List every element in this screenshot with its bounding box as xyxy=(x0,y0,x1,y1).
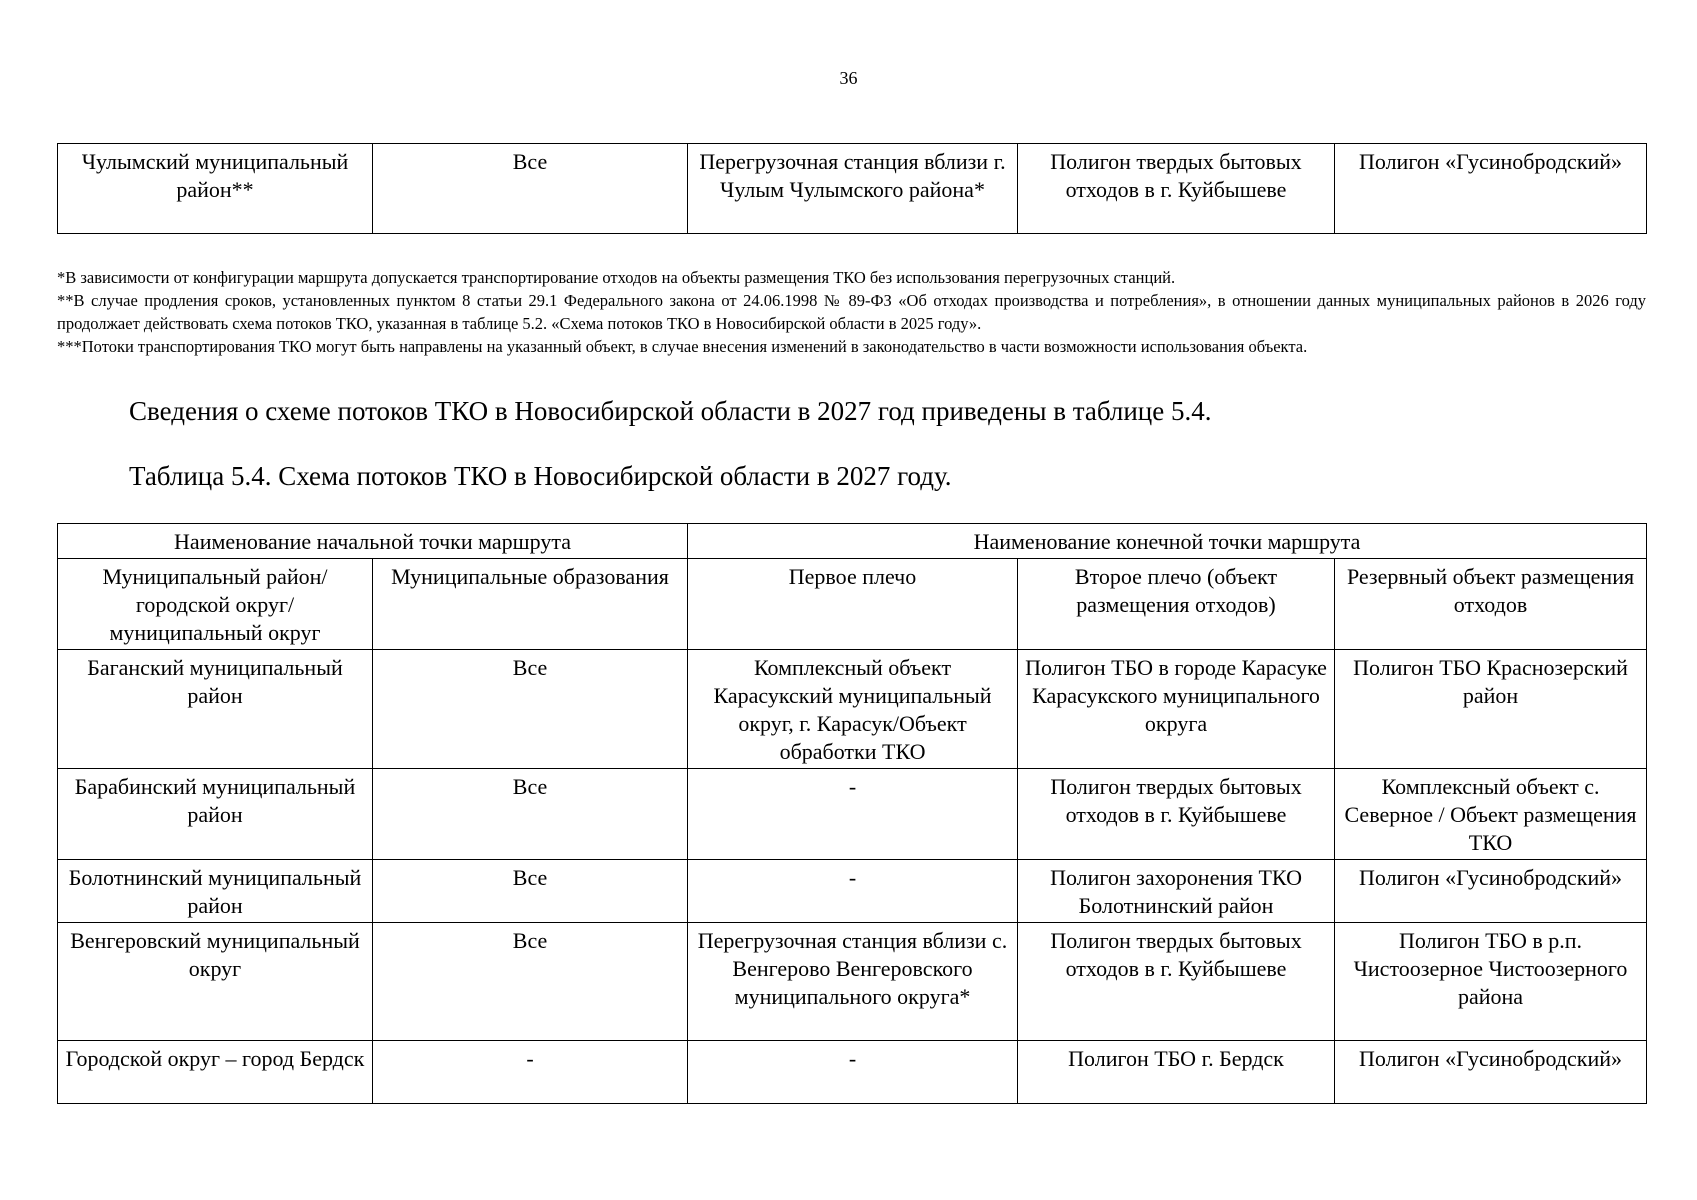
page-number: 36 xyxy=(839,68,858,88)
table-cell: Все xyxy=(373,860,688,923)
table-cell: Комплексный объект с. Северное / Объект размещения ТКО xyxy=(1335,769,1647,860)
continued-table xyxy=(57,143,1647,234)
table-row xyxy=(58,769,1647,860)
header-cell: Муниципальные образования xyxy=(373,559,688,650)
header-cell: Муниципальный район/городской округ/муниципальный округ xyxy=(58,559,373,650)
table-cell: Полигон твердых бытовых отходов в г. Куйбышеве xyxy=(1018,923,1335,1041)
table-cell: Все xyxy=(373,650,688,769)
footnote: *В зависимости от конфигурации маршрута допускается транспортирование отходов на объекты размещения ТКО без использования перегрузочных станций. xyxy=(57,268,1176,287)
header-cell: Второе плечо (объект размещения отходов) xyxy=(1018,559,1335,650)
header-cell: Первое плечо xyxy=(688,559,1018,650)
table-cell: Венгеровский муниципальный округ xyxy=(58,923,373,1041)
table-cell: Полигон «Гусинобродский» xyxy=(1335,1041,1647,1104)
table-cell: Перегрузочная станция вблизи г. Чулым Чулымского района* xyxy=(688,144,1018,234)
table-cell: Полигон захоронения ТКО Болотнинский район xyxy=(1018,860,1335,923)
table-row xyxy=(58,650,1647,769)
table-cell: Все xyxy=(373,769,688,860)
table-cell: Все xyxy=(373,144,688,234)
table-cell: Полигон ТБО в городе Карасуке Карасукского муниципального округа xyxy=(1018,650,1335,769)
table-cell: - xyxy=(373,1041,688,1104)
group-header-row xyxy=(58,524,1647,559)
intro-paragraph: Сведения о схеме потоков ТКО в Новосибирской области в 2027 год приведены в таблице 5.4. xyxy=(129,396,1212,426)
footnotes xyxy=(57,266,1646,358)
table-cell: Перегрузочная станция вблизи с. Венгерово Венгеровского муниципального округа* xyxy=(688,923,1018,1041)
table-cell: Городской округ – город Бердск xyxy=(58,1041,373,1104)
table-row xyxy=(58,923,1647,1041)
table-cell: - xyxy=(688,860,1018,923)
table-cell: Все xyxy=(373,923,688,1041)
table-cell: Полигон «Гусинобродский» xyxy=(1335,860,1647,923)
table-cell: Чулымский муниципальный район** xyxy=(58,144,373,234)
footnote: ***Потоки транспортирования ТКО могут быть направлены на указанный объект, в случае внесения изменений в законодательство в части возможности использования объекта. xyxy=(57,337,1308,356)
table-cell: Полигон «Гусинобродский» xyxy=(1335,144,1647,234)
table-cell: - xyxy=(688,769,1018,860)
table-cell: Полигон твердых бытовых отходов в г. Куйбышеве xyxy=(1018,144,1335,234)
table-row xyxy=(58,144,1647,234)
table-cell: Полигон ТБО Краснозерский район xyxy=(1335,650,1647,769)
header-row xyxy=(58,559,1647,650)
table-cell: Баганский муниципальный район xyxy=(58,650,373,769)
footnote: **В случае продления сроков, установленных пунктом 8 статьи 29.1 Федерального закона от 24.06.1998 № 89-ФЗ «Об отходах производства и потребления», в отношении данных муниципальных районов в 2026 году продолжает действовать схема потоков ТКО, указанная в таблице 5.2. «Схема потоков ТКО в Новосибирской области в 2025 году». xyxy=(57,291,1646,333)
table-cell: Полигон ТБО в р.п. Чистоозерное Чистоозерного района xyxy=(1335,923,1647,1041)
table-cell: - xyxy=(688,1041,1018,1104)
table-cell: Барабинский муниципальный район xyxy=(58,769,373,860)
table-cell: Полигон ТБО г. Бердск xyxy=(1018,1041,1335,1104)
table-cell: Полигон твердых бытовых отходов в г. Куйбышеве xyxy=(1018,769,1335,860)
table-cell: Комплексный объект Карасукский муниципальный округ, г. Карасук/Объект обработки ТКО xyxy=(688,650,1018,769)
header-cell: Резервный объект размещения отходов xyxy=(1335,559,1647,650)
group-header-cell: Наименование начальной точки маршрута xyxy=(58,524,688,559)
group-header-cell: Наименование конечной точки маршрута xyxy=(688,524,1647,559)
table-cell: Болотнинский муниципальный район xyxy=(58,860,373,923)
table-row xyxy=(58,860,1647,923)
table-caption: Таблица 5.4. Схема потоков ТКО в Новосибирской области в 2027 году. xyxy=(129,461,952,491)
table-row xyxy=(58,1041,1647,1104)
waste-flow-table xyxy=(57,523,1647,1104)
